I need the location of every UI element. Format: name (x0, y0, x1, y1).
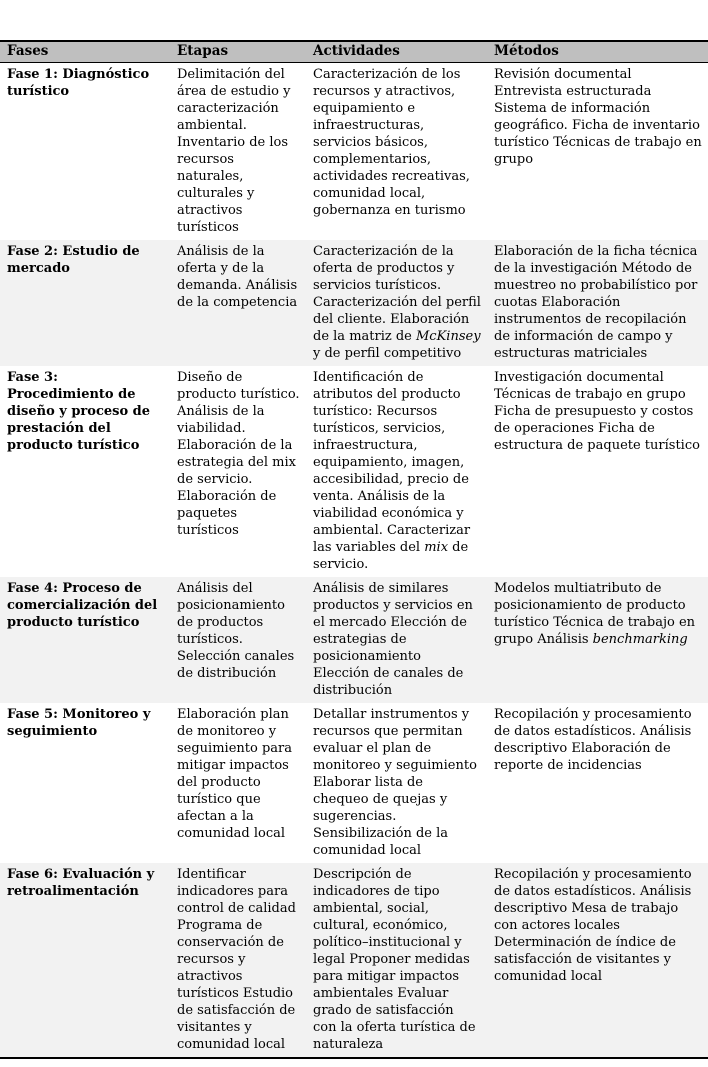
actividades-cell (306, 577, 487, 703)
table-row (0, 577, 708, 703)
methodology-table (0, 40, 708, 1059)
fase-cell: Fase 6: Evaluación y retroalimentación (7, 867, 155, 899)
metodos-italic-text: benchmarking (592, 632, 688, 647)
actividades-italic-text: mix (424, 540, 449, 555)
fase-cell: Fase 2: Estudio de mercado (7, 244, 140, 276)
actividades-text: Caracterización de la oferta de productos y servicios turísticos. Caracterización del perfil del cliente. Elaboración de la matriz de (313, 244, 481, 344)
actividades-cell (306, 63, 487, 241)
table-row (0, 63, 708, 241)
metodos-text: Recopilación y procesamiento de datos estadísticos. Análisis descriptivo Mesa de trabajo con actores locales Determinación de índice de satisfacción de visitantes y comunidad local (494, 867, 692, 984)
table-row (0, 366, 708, 577)
metodos-text: Revisión documental Entrevista estructurada Sistema de información geográfico. Ficha de inventario turístico Técnicas de trabajo en grupo (494, 67, 702, 167)
table-header (0, 41, 708, 63)
metodos-cell (487, 577, 708, 703)
fase-cell: Fase 3: Procedimiento de diseño y proceso de prestación del producto turístico (7, 370, 151, 453)
etapas-cell (170, 577, 306, 703)
actividades-text: Descripción de indicadores de tipo ambiental, social, cultural, económico, político–institucional y legal Proponer medidas para mitigar impactos ambientales Evaluar grado de satisfacción con la oferta turística de naturaleza (313, 867, 476, 1052)
actividades-cell (306, 240, 487, 366)
column-header-metodos: Métodos (487, 41, 708, 63)
metodos-text: Recopilación y procesamiento de datos estadísticos. Análisis descriptivo Elaboración de reporte de incidencias (494, 707, 692, 773)
etapas-cell (170, 240, 306, 366)
column-header-actividades: Actividades (306, 41, 487, 63)
actividades-cell (306, 366, 487, 577)
actividades-cell (306, 703, 487, 863)
metodos-cell (487, 366, 708, 577)
metodos-text: Modelos multiatributo de posicionamiento de producto turístico Técnica de trabajo en grupo Análisis (494, 581, 696, 647)
fase-cell: Fase 4: Proceso de comercialización del producto turístico (7, 581, 158, 630)
actividades-text: Detallar instrumentos y recursos que permitan evaluar el plan de monitoreo y seguimiento Elaborar lista de chequeo de quejas y sugerencias. Sensibilización de la comunidad local (313, 707, 477, 858)
actividades-italic-text: McKinsey (416, 329, 481, 344)
etapas-text: Elaboración plan de monitoreo y seguimiento para mitigar impactos del producto turístico que afectan a la comunidad local (177, 707, 292, 841)
metodos-text: Investigación documental Técnicas de trabajo en grupo Ficha de presupuesto y costos de operaciones Ficha de estructura de paquete turístico (494, 370, 700, 453)
etapas-cell (170, 63, 306, 241)
actividades-text: y de perfil competitivo (313, 346, 462, 361)
metodos-cell (487, 863, 708, 1058)
metodos-cell (487, 703, 708, 863)
table-row (0, 703, 708, 863)
actividades-text: Identificación de atributos del producto turístico: Recursos turísticos, servicios, infraestructura, equipamiento, imagen, accesibilidad, precio de venta. Análisis de la viabilidad económica y ambiental. Caracterizar las variables del (313, 370, 471, 555)
actividades-text: Análisis de similares productos y servicios en el mercado Elección de estrategias de posicionamiento Elección de canales de distribución (313, 581, 473, 698)
actividades-text: Caracterización de los recursos y atractivos, equipamiento e infraestructuras, servicios básicos, complementarios, actividades recreativas, comunidad local, gobernanza en turismo (313, 67, 470, 218)
etapas-cell (170, 863, 306, 1058)
etapas-text: Análisis del posicionamiento de productos turísticos. Selección canales de distribución (177, 581, 295, 681)
table-body (0, 63, 708, 1059)
table-row (0, 240, 708, 366)
actividades-cell (306, 863, 487, 1058)
etapas-cell (170, 703, 306, 863)
actividades-text: de servicio. (313, 540, 469, 572)
etapas-text: Delimitación del área de estudio y caracterización ambiental. Inventario de los recursos naturales, culturales y atractivos turísticos (177, 67, 291, 235)
etapas-text: Identificar indicadores para control de calidad Programa de conservación de recursos y atractivos turísticos Estudio de satisfacción de visitantes y comunidad local (177, 867, 296, 1052)
etapas-text: Análisis de la oferta y de la demanda. Análisis de la competencia (177, 244, 298, 310)
metodos-text: Elaboración de la ficha técnica de la investigación Método de muestreo no probabilístico por cuotas Elaboración instrumentos de recopilación de información de campo y estructuras matriciales (494, 244, 698, 361)
metodos-cell (487, 63, 708, 241)
etapas-text: Diseño de producto turístico. Análisis de la viabilidad. Elaboración de la estrategia del mix de servicio. Elaboración de paquetes turísticos (177, 370, 300, 538)
metodos-cell (487, 240, 708, 366)
table-row (0, 863, 708, 1058)
column-header-fases: Fases (0, 41, 170, 63)
fase-cell: Fase 5: Monitoreo y seguimiento (7, 707, 151, 739)
column-header-etapas: Etapas (170, 41, 306, 63)
fase-cell: Fase 1: Diagnóstico turístico (7, 67, 150, 99)
etapas-cell (170, 366, 306, 577)
header-row (0, 41, 708, 63)
